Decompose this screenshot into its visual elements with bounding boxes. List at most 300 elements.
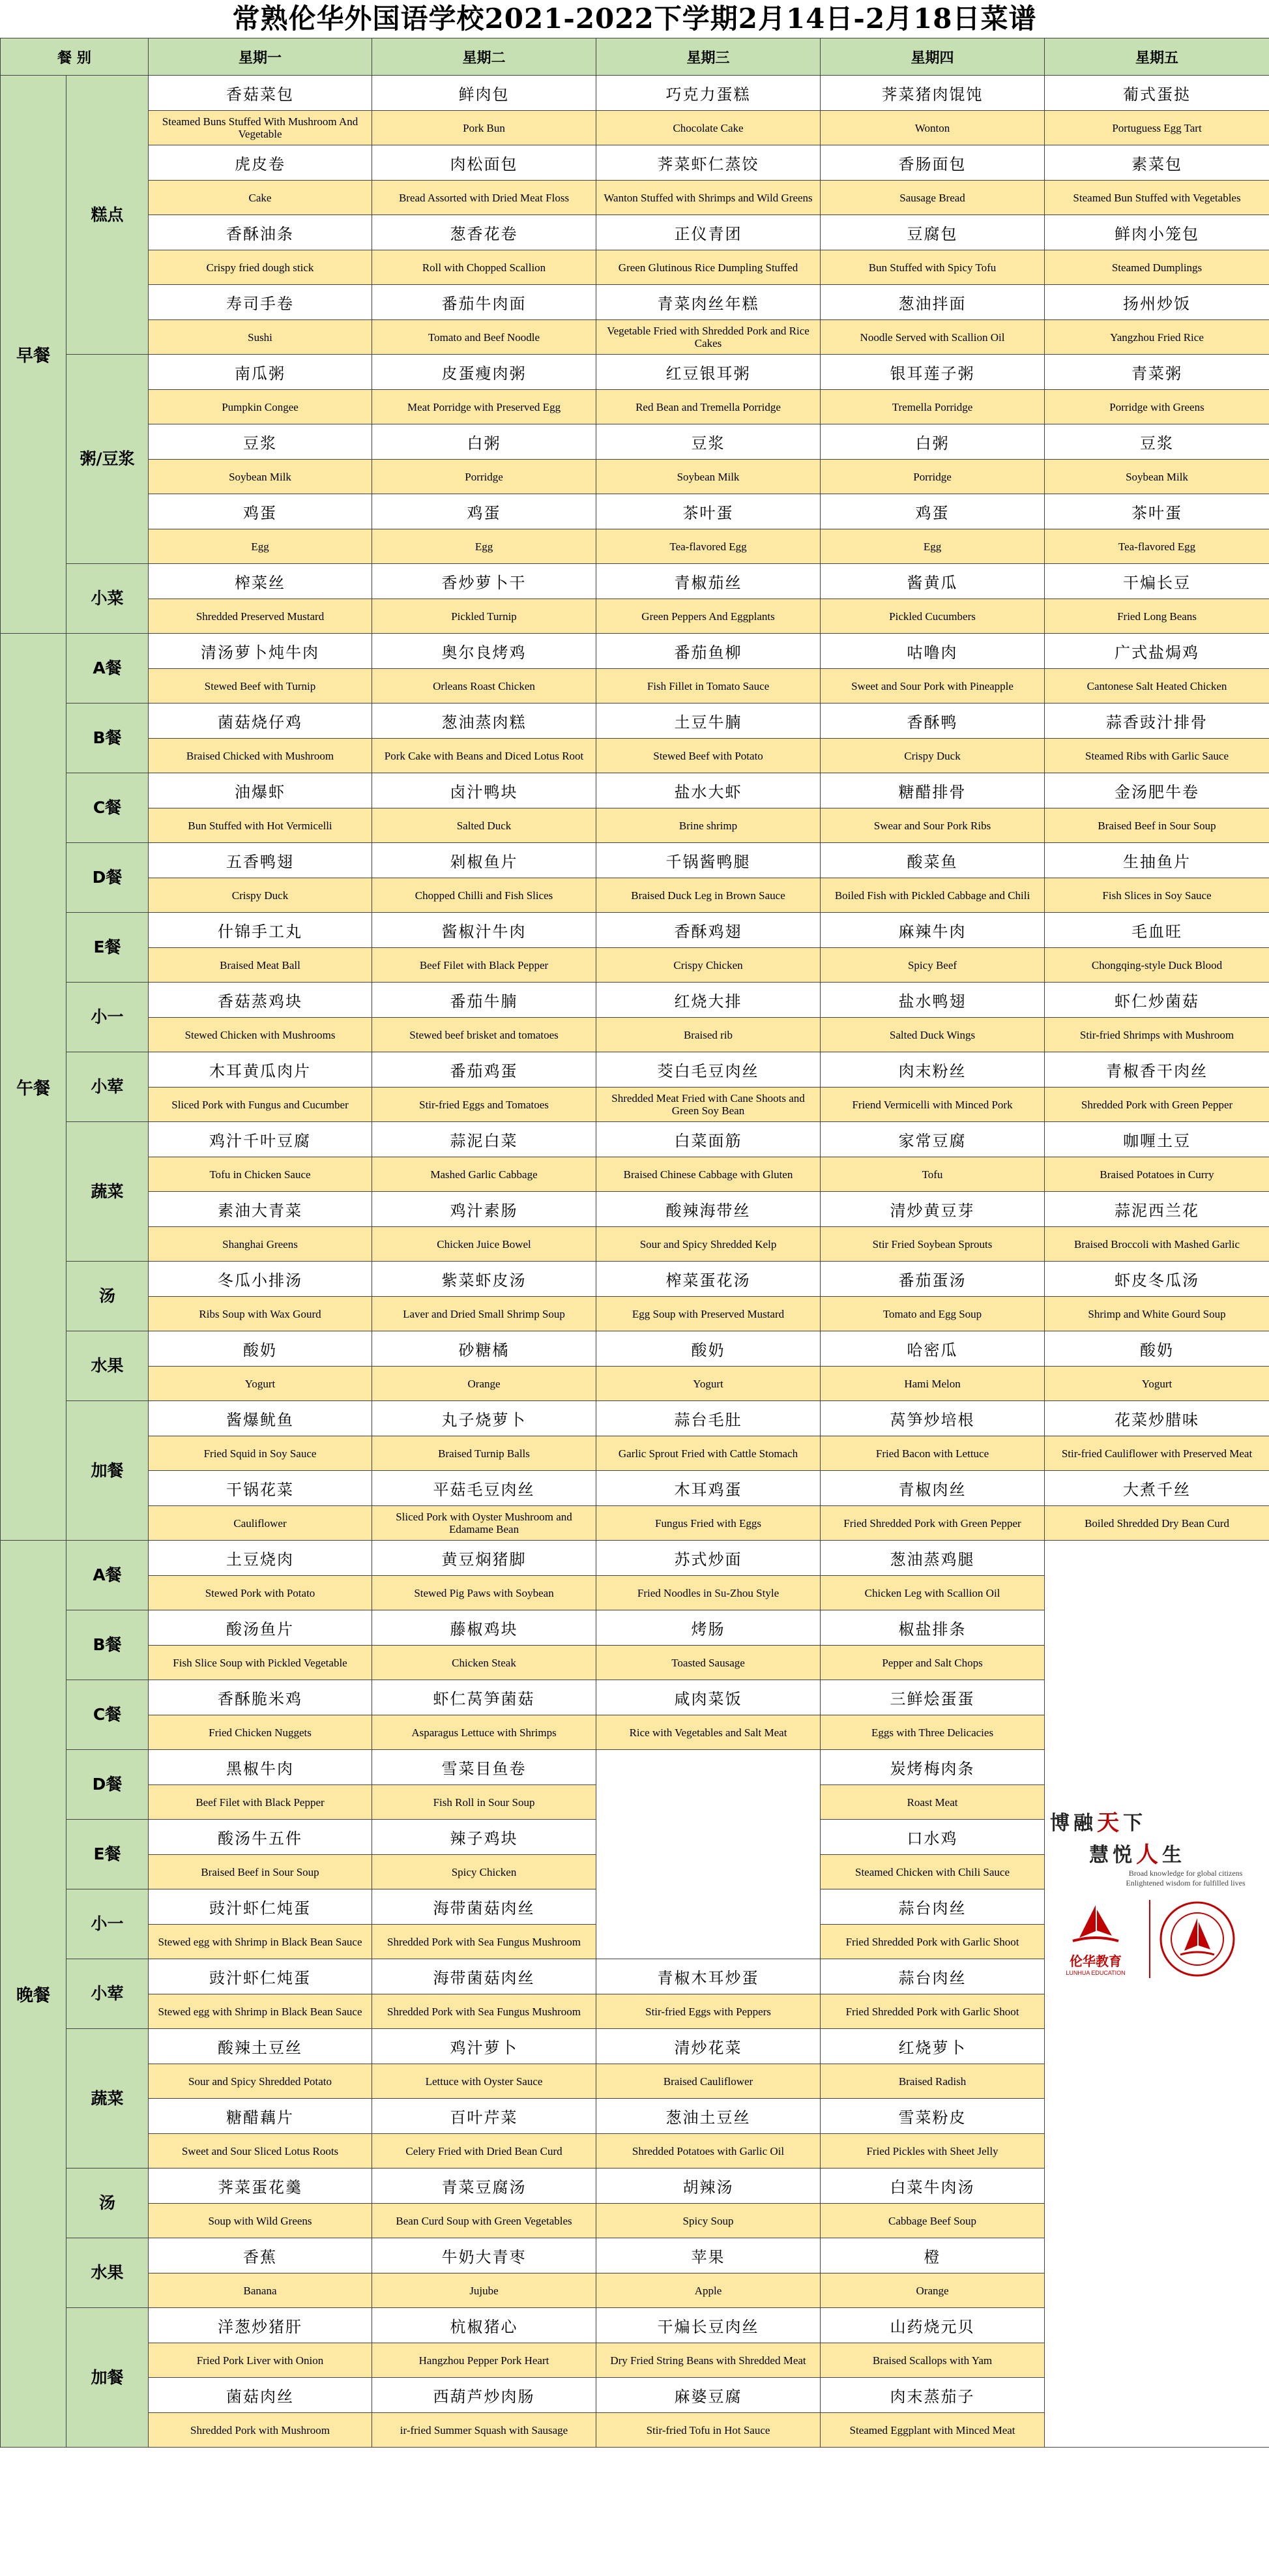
dish-en-day-5: Shrimp and White Gourd Soup	[1045, 1297, 1269, 1331]
dish-zh-day-1: 冬瓜小排汤	[149, 1262, 372, 1297]
dish-zh-day-1: 豉汁虾仁炖蛋	[149, 1889, 372, 1925]
dish-zh-day-5: 青菜粥	[1045, 355, 1269, 390]
dish-en-day-2: Asparagus Lettuce with Shrimps	[372, 1715, 596, 1750]
dish-en-day-1: Stewed Beef with Turnip	[149, 669, 372, 703]
dish-zh-day-2: 藤椒鸡块	[372, 1610, 596, 1646]
menu-row-zh	[1, 773, 1269, 808]
dish-en-day-1: Soup with Wild Greens	[149, 2204, 372, 2238]
dish-zh-day-2: 百叶芹菜	[372, 2099, 596, 2134]
dish-en-day-3: Egg Soup with Preserved Mustard	[596, 1297, 821, 1331]
dish-zh-day-3: 红豆银耳粥	[596, 355, 821, 390]
menu-row-en	[1, 808, 1269, 843]
dish-zh-day-4: 酸菜鱼	[821, 843, 1045, 878]
dish-zh-day-5: 毛血旺	[1045, 913, 1269, 948]
dish-en-day-2: Beef Filet with Black Pepper	[372, 948, 596, 983]
dish-zh-day-4: 白菜牛肉汤	[821, 2169, 1045, 2204]
dish-zh-day-4: 荠菜猪肉馄饨	[821, 76, 1045, 111]
dish-en-day-3: Braised rib	[596, 1018, 821, 1052]
dish-en-day-1: Steamed Buns Stuffed With Mushroom And Vegetable	[149, 111, 372, 145]
dish-en-day-3: Braised Chinese Cabbage with Gluten	[596, 1157, 821, 1192]
dish-en-day-5: Braised Beef in Sour Soup	[1045, 808, 1269, 843]
dish-zh-day-1: 木耳黄瓜肉片	[149, 1052, 372, 1088]
dish-zh-day-1: 清汤萝卜炖牛肉	[149, 634, 372, 669]
dish-en-day-4: Fried Shredded Pork with Garlic Shoot	[821, 1925, 1045, 1959]
dish-en-day-2: Mashed Garlic Cabbage	[372, 1157, 596, 1192]
dish-zh-day-4: 橙	[821, 2238, 1045, 2273]
dish-zh-day-4: 哈密瓜	[821, 1331, 1045, 1367]
dish-zh-day-1: 鸡汁千叶豆腐	[149, 1122, 372, 1157]
dish-en-day-1: Yogurt	[149, 1367, 372, 1401]
dish-zh-day-2: 青菜豆腐汤	[372, 2169, 596, 2204]
dish-en-day-3: Stewed Beef with Potato	[596, 739, 821, 773]
dish-zh-day-3: 茭白毛豆肉丝	[596, 1052, 821, 1088]
dish-zh-day-3: 青菜肉丝年糕	[596, 285, 821, 320]
dish-en-day-4: Wonton	[821, 111, 1045, 145]
menu-row-en	[1, 390, 1269, 424]
dish-en-day-3: Spicy Soup	[596, 2204, 821, 2238]
dish-en-day-3: Chocolate Cake	[596, 111, 821, 145]
dish-en-day-2: Pork Bun	[372, 111, 596, 145]
category-label: 蔬菜	[66, 1122, 149, 1262]
dish-zh-day-5: 干煸长豆	[1045, 564, 1269, 599]
menu-row-zh	[1, 1122, 1269, 1157]
menu-row-zh	[1, 983, 1269, 1018]
branding-cell	[1045, 1541, 1269, 2448]
dish-zh-day-1: 豆浆	[149, 424, 372, 460]
dish-zh-day-4: 三鲜烩蛋蛋	[821, 1680, 1045, 1715]
menu-row-zh	[1, 1262, 1269, 1297]
dish-en-day-1: Sliced Pork with Fungus and Cucumber	[149, 1088, 372, 1122]
category-label: 小菜	[66, 564, 149, 634]
dish-en-day-3: Sour and Spicy Shredded Kelp	[596, 1227, 821, 1262]
dish-en-day-5: Chongqing-style Duck Blood	[1045, 948, 1269, 983]
dish-en-day-1: Shredded Preserved Mustard	[149, 599, 372, 634]
motto-char: 悦	[1113, 1843, 1133, 1867]
brand-row	[1050, 1900, 1265, 1978]
dish-zh-day-1: 荠菜蛋花羹	[149, 2169, 372, 2204]
category-label: E餐	[66, 913, 149, 983]
dish-zh-day-2: 蒜泥白菜	[372, 1122, 596, 1157]
dish-zh-day-1: 榨菜丝	[149, 564, 372, 599]
category-label: 小荤	[66, 1959, 149, 2029]
dish-zh-day-5: 广式盐焗鸡	[1045, 634, 1269, 669]
dish-zh-day-3: 青椒木耳炒蛋	[596, 1959, 821, 1994]
dish-en-day-2: Pickled Turnip	[372, 599, 596, 634]
menu-row-zh	[1, 494, 1269, 529]
header-day-2: 星期二	[372, 38, 596, 76]
dish-en-day-4: Orange	[821, 2273, 1045, 2308]
menu-row-en	[1, 1088, 1269, 1122]
dish-en-day-2: Meat Porridge with Preserved Egg	[372, 390, 596, 424]
dish-en-day-2: Fish Roll in Sour Soup	[372, 1785, 596, 1820]
dish-en-day-2: Chopped Chilli and Fish Slices	[372, 878, 596, 913]
dish-zh-day-1: 酸辣土豆丝	[149, 2029, 372, 2064]
dish-en-day-2: Stir-fried Eggs and Tomatoes	[372, 1088, 596, 1122]
dish-zh-day-4: 葱油拌面	[821, 285, 1045, 320]
dish-en-day-1: Ribs Soup with Wax Gourd	[149, 1297, 372, 1331]
dish-en-day-4: Cabbage Beef Soup	[821, 2204, 1045, 2238]
dish-zh-day-1: 豉汁虾仁炖蛋	[149, 1959, 372, 1994]
dish-en-day-2: Jujube	[372, 2273, 596, 2308]
dish-zh-day-1: 糖醋藕片	[149, 2099, 372, 2134]
dish-en-day-3: Green Peppers And Eggplants	[596, 599, 821, 634]
menu-row-en	[1, 1436, 1269, 1471]
dish-en-day-4: Steamed Chicken with Chili Sauce	[821, 1855, 1045, 1889]
dish-zh-day-4: 麻辣牛肉	[821, 913, 1045, 948]
dish-zh-day-5: 生抽鱼片	[1045, 843, 1269, 878]
dish-en-day-4: Braised Scallops with Yam	[821, 2343, 1045, 2378]
dish-zh-day-3: 苹果	[596, 2238, 821, 2273]
category-label: A餐	[66, 1541, 149, 1610]
dish-en-day-4: Hami Melon	[821, 1367, 1045, 1401]
dish-zh-day-4: 葱油蒸鸡腿	[821, 1541, 1045, 1576]
category-label: B餐	[66, 1610, 149, 1680]
dish-zh-day-1: 五香鸭翅	[149, 843, 372, 878]
menu-row-zh	[1, 145, 1269, 181]
dish-en-day-1: Bun Stuffed with Hot Vermicelli	[149, 808, 372, 843]
dish-zh-day-3: 葱油土豆丝	[596, 2099, 821, 2134]
menu-row-en	[1, 320, 1269, 355]
dinner-meal-label: 晚餐	[1, 1541, 66, 2448]
menu-row-zh	[1, 634, 1269, 669]
dish-zh-day-2: 虾仁莴笋菌菇	[372, 1680, 596, 1715]
menu-row-zh	[1, 703, 1269, 739]
dish-en-day-2: Chicken Juice Bowel	[372, 1227, 596, 1262]
dish-zh-day-3: 胡辣汤	[596, 2169, 821, 2204]
dish-zh-day-4: 肉末蒸茄子	[821, 2378, 1045, 2413]
lunch-meal-label: 午餐	[1, 634, 66, 1541]
dish-en-day-4: Fried Shredded Pork with Green Pepper	[821, 1506, 1045, 1541]
dish-zh-day-3: 白菜面筋	[596, 1122, 821, 1157]
dish-zh-day-3: 木耳鸡蛋	[596, 1471, 821, 1506]
dish-en-day-4: Friend Vermicelli with Minced Pork	[821, 1088, 1045, 1122]
menu-row-zh	[1, 285, 1269, 320]
dish-en-day-5: Soybean Milk	[1045, 460, 1269, 494]
dish-zh-day-3: 盐水大虾	[596, 773, 821, 808]
dish-en-day-1: Beef Filet with Black Pepper	[149, 1785, 372, 1820]
dish-en-day-1: Braised Chicked with Mushroom	[149, 739, 372, 773]
dish-zh-day-2: 香炒萝卜干	[372, 564, 596, 599]
dish-en-day-4: Steamed Eggplant with Minced Meat	[821, 2413, 1045, 2448]
motto-line-2	[1089, 1837, 1265, 1869]
dish-en-day-1: Fried Chicken Nuggets	[149, 1715, 372, 1750]
dish-en-day-1: Shanghai Greens	[149, 1227, 372, 1262]
dish-en-day-1: Soybean Milk	[149, 460, 372, 494]
dish-zh-day-4: 青椒肉丝	[821, 1471, 1045, 1506]
dish-zh-day-4: 山药烧元贝	[821, 2308, 1045, 2343]
dish-zh-day-1: 寿司手卷	[149, 285, 372, 320]
dish-zh-day-1: 酸汤鱼片	[149, 1610, 372, 1646]
menu-row-en	[1, 1157, 1269, 1192]
dish-en-day-5: Fish Slices in Soy Sauce	[1045, 878, 1269, 913]
dish-zh-day-4: 雪菜粉皮	[821, 2099, 1045, 2134]
dish-zh-day-3: 咸肉菜饭	[596, 1680, 821, 1715]
dish-en-day-1: Shredded Pork with Mushroom	[149, 2413, 372, 2448]
dish-zh-day-1: 酸奶	[149, 1331, 372, 1367]
dish-en-day-1: Fried Squid in Soy Sauce	[149, 1436, 372, 1471]
dish-en-day-4: Noodle Served with Scallion Oil	[821, 320, 1045, 355]
dish-en-day-1: Crispy fried dough stick	[149, 250, 372, 285]
dish-en-day-5: Yogurt	[1045, 1367, 1269, 1401]
dish-zh-day-5: 虾仁炒菌菇	[1045, 983, 1269, 1018]
dish-zh-day-4: 清炒黄豆芽	[821, 1192, 1045, 1227]
category-label: 汤	[66, 1262, 149, 1331]
dish-en-day-3: Stir-fried Tofu in Hot Sauce	[596, 2413, 821, 2448]
dish-zh-day-3: 青椒茄丝	[596, 564, 821, 599]
header-day-3: 星期三	[596, 38, 821, 76]
dish-en-day-3: Red Bean and Tremella Porridge	[596, 390, 821, 424]
dish-en-day-4: Bun Stuffed with Spicy Tofu	[821, 250, 1045, 285]
dish-zh-day-4: 酱黄瓜	[821, 564, 1045, 599]
menu-row-en	[1, 1227, 1269, 1262]
dish-zh-day-2: 杭椒猪心	[372, 2308, 596, 2343]
dish-en-day-1: Cake	[149, 181, 372, 215]
dish-en-day-4: Stir Fried Soybean Sprouts	[821, 1227, 1045, 1262]
dish-en-day-3: Shredded Potatoes with Garlic Oil	[596, 2134, 821, 2169]
dish-zh-day-3: 酸奶	[596, 1331, 821, 1367]
menu-row-en	[1, 1018, 1269, 1052]
dish-zh-day-3: 酸辣海带丝	[596, 1192, 821, 1227]
dish-en-day-4: Boiled Fish with Pickled Cabbage and Chili	[821, 878, 1045, 913]
dish-en-day-2: Chicken Steak	[372, 1646, 596, 1680]
dish-en-day-3: Crispy Chicken	[596, 948, 821, 983]
dish-en-day-2: Roll with Chopped Scallion	[372, 250, 596, 285]
dish-en-day-3: Tea-flavored Egg	[596, 529, 821, 564]
dish-en-day-5: Steamed Bun Stuffed with Vegetables	[1045, 181, 1269, 215]
dish-zh-day-2: 奥尔良烤鸡	[372, 634, 596, 669]
category-label: 加餐	[66, 2308, 149, 2448]
dish-en-day-4: Braised Radish	[821, 2064, 1045, 2099]
dish-en-day-2: Lettuce with Oyster Sauce	[372, 2064, 596, 2099]
motto-line	[1050, 1805, 1265, 1837]
dish-en-day-3: Wanton Stuffed with Shrimps and Wild Greens	[596, 181, 821, 215]
menu-row-zh	[1, 1541, 1269, 1576]
motto-char: 下	[1123, 1811, 1143, 1835]
dish-zh-day-3: 荠菜虾仁蒸饺	[596, 145, 821, 181]
dish-en-day-2: Bean Curd Soup with Green Vegetables	[372, 2204, 596, 2238]
dish-zh-day-1: 土豆烧肉	[149, 1541, 372, 1576]
dish-zh-day-5: 花菜炒腊味	[1045, 1401, 1269, 1436]
dish-en-day-2: Laver and Dried Small Shrimp Soup	[372, 1297, 596, 1331]
category-label: 加餐	[66, 1401, 149, 1541]
dish-en-day-5: Stir-fried Shrimps with Mushroom	[1045, 1018, 1269, 1052]
dish-zh-day-2: 肉松面包	[372, 145, 596, 181]
dish-zh-day-2: 鸡蛋	[372, 494, 596, 529]
menu-row-en	[1, 250, 1269, 285]
dish-zh-day-1: 什锦手工丸	[149, 913, 372, 948]
dish-zh-day-2: 平菇毛豆肉丝	[372, 1471, 596, 1506]
dish-zh-day-2: 西葫芦炒肉肠	[372, 2378, 596, 2413]
dish-en-day-3: Braised Duck Leg in Brown Sauce	[596, 878, 821, 913]
blank-cell	[596, 1750, 821, 1959]
menu-table	[0, 38, 1269, 2448]
dish-zh-day-4: 香酥鸭	[821, 703, 1045, 739]
menu-row-zh	[1, 424, 1269, 460]
dish-en-day-5: Portuguess Egg Tart	[1045, 111, 1269, 145]
dish-en-day-2: Orleans Roast Chicken	[372, 669, 596, 703]
motto-english-2: Enlightened wisdom for fulfilled lives	[1126, 1878, 1246, 1888]
dish-en-day-1: Sweet and Sour Sliced Lotus Roots	[149, 2134, 372, 2169]
dish-en-day-2: Shredded Pork with Sea Fungus Mushroom	[372, 1925, 596, 1959]
dish-en-day-1: Crispy Duck	[149, 878, 372, 913]
menu-row-zh	[1, 355, 1269, 390]
menu-row-zh	[1, 215, 1269, 250]
dish-en-day-3: Apple	[596, 2273, 821, 2308]
dish-en-day-1: Stewed Pork with Potato	[149, 1576, 372, 1610]
dish-en-day-2: Egg	[372, 529, 596, 564]
school-seal-icon	[1158, 1900, 1236, 1978]
motto-char: 慧	[1089, 1843, 1109, 1867]
dish-en-day-4: Salted Duck Wings	[821, 1018, 1045, 1052]
dish-zh-day-1: 干锅花菜	[149, 1471, 372, 1506]
dish-en-day-5: Fried Long Beans	[1045, 599, 1269, 634]
dish-en-day-1: Cauliflower	[149, 1506, 372, 1541]
dish-zh-day-2: 鸡汁萝卜	[372, 2029, 596, 2064]
dish-zh-day-3: 土豆牛腩	[596, 703, 821, 739]
menu-row-zh	[1, 843, 1269, 878]
category-label: 糕点	[66, 76, 149, 355]
dish-en-day-3: Stir-fried Eggs with Peppers	[596, 1994, 821, 2029]
brand-left	[1050, 1902, 1141, 1976]
dish-en-day-5: Cantonese Salt Heated Chicken	[1045, 669, 1269, 703]
category-label: 蔬菜	[66, 2029, 149, 2169]
dish-en-day-4: Pepper and Salt Chops	[821, 1646, 1045, 1680]
motto-char: 天	[1097, 1810, 1120, 1836]
dish-zh-day-3: 香酥鸡翅	[596, 913, 821, 948]
dish-en-day-2: Orange	[372, 1367, 596, 1401]
dish-zh-day-2: 紫菜虾皮汤	[372, 1262, 596, 1297]
dish-en-day-4: Pickled Cucumbers	[821, 599, 1045, 634]
menu-row-en	[1, 948, 1269, 983]
dish-en-day-2: Hangzhou Pepper Pork Heart	[372, 2343, 596, 2378]
dish-zh-day-4: 肉末粉丝	[821, 1052, 1045, 1088]
dish-zh-day-4: 蒜台肉丝	[821, 1959, 1045, 1994]
dish-zh-day-3: 巧克力蛋糕	[596, 76, 821, 111]
dish-en-day-2: Porridge	[372, 460, 596, 494]
dish-en-day-4: Tofu	[821, 1157, 1045, 1192]
menu-row-en	[1, 460, 1269, 494]
dish-zh-day-3: 番茄鱼柳	[596, 634, 821, 669]
dish-zh-day-3: 清炒花菜	[596, 2029, 821, 2064]
dish-en-day-2: Stewed Pig Paws with Soybean	[372, 1576, 596, 1610]
dish-zh-day-1: 香菇菜包	[149, 76, 372, 111]
dish-en-day-4: Swear and Sour Pork Ribs	[821, 808, 1045, 843]
dish-en-day-2: Bread Assorted with Dried Meat Floss	[372, 181, 596, 215]
dish-zh-day-5: 酸奶	[1045, 1331, 1269, 1367]
menu-row-zh	[1, 1401, 1269, 1436]
dish-en-day-4: Egg	[821, 529, 1045, 564]
dish-zh-day-5: 鲜肉小笼包	[1045, 215, 1269, 250]
dish-zh-day-1: 黑椒牛肉	[149, 1750, 372, 1785]
category-label: 水果	[66, 2238, 149, 2308]
motto-char: 生	[1162, 1843, 1182, 1867]
dish-zh-day-2: 番茄鸡蛋	[372, 1052, 596, 1088]
dish-zh-day-4: 鸡蛋	[821, 494, 1045, 529]
dish-en-day-1: Egg	[149, 529, 372, 564]
dish-en-day-4: Fried Bacon with Lettuce	[821, 1436, 1045, 1471]
menu-row-en	[1, 1367, 1269, 1401]
dish-en-day-2: Braised Turnip Balls	[372, 1436, 596, 1471]
dish-en-day-1: Stewed Chicken with Mushrooms	[149, 1018, 372, 1052]
dish-en-day-3: Brine shrimp	[596, 808, 821, 843]
dish-zh-day-5: 金汤肥牛卷	[1045, 773, 1269, 808]
dish-zh-day-1: 酸汤牛五件	[149, 1820, 372, 1855]
dish-zh-day-1: 菌菇肉丝	[149, 2378, 372, 2413]
dish-en-day-4: Fried Shredded Pork with Garlic Shoot	[821, 1994, 1045, 2029]
dish-en-day-2: Stewed beef brisket and tomatoes	[372, 1018, 596, 1052]
dish-zh-day-1: 洋葱炒猪肝	[149, 2308, 372, 2343]
dish-zh-day-4: 豆腐包	[821, 215, 1045, 250]
dish-en-day-2: ir-fried Summer Squash with Sausage	[372, 2413, 596, 2448]
dish-en-day-3: Green Glutinous Rice Dumpling Stuffed	[596, 250, 821, 285]
menu-row-zh	[1, 1052, 1269, 1088]
dish-zh-day-4: 炭烤梅肉条	[821, 1750, 1045, 1785]
dish-zh-day-2: 酱椒汁牛肉	[372, 913, 596, 948]
menu-row-zh	[1, 1331, 1269, 1367]
dish-zh-day-2: 白粥	[372, 424, 596, 460]
dish-zh-day-1: 鸡蛋	[149, 494, 372, 529]
dish-zh-day-4: 咕噜肉	[821, 634, 1045, 669]
dish-zh-day-1: 香酥脆米鸡	[149, 1680, 372, 1715]
dish-en-day-2: Celery Fried with Dried Bean Curd	[372, 2134, 596, 2169]
category-label: D餐	[66, 1750, 149, 1820]
sail-logo-icon	[1066, 1902, 1125, 1947]
dish-en-day-1: Sushi	[149, 320, 372, 355]
dish-en-day-3: Rice with Vegetables and Salt Meat	[596, 1715, 821, 1750]
page-title: 常熟伦华外国语学校2021-2022下学期2月14日-2月18日菜谱	[232, 3, 1037, 35]
dish-en-day-4: Chicken Leg with Scallion Oil	[821, 1576, 1045, 1610]
dish-en-day-3: Vegetable Fried with Shredded Pork and Rice Cakes	[596, 320, 821, 355]
dish-zh-day-2: 鸡汁素肠	[372, 1192, 596, 1227]
dish-zh-day-1: 香酥油条	[149, 215, 372, 250]
dish-en-day-2: Tomato and Beef Noodle	[372, 320, 596, 355]
dish-zh-day-3: 豆浆	[596, 424, 821, 460]
category-label: A餐	[66, 634, 149, 703]
brand-separator	[1149, 1900, 1150, 1978]
dish-en-day-2: Spicy Chicken	[372, 1855, 596, 1889]
dish-zh-day-3: 麻婆豆腐	[596, 2378, 821, 2413]
dish-en-day-5: Stir-fried Cauliflower with Preserved Meat	[1045, 1436, 1269, 1471]
dish-en-day-1: Tofu in Chicken Sauce	[149, 1157, 372, 1192]
dish-zh-day-3: 干煸长豆肉丝	[596, 2308, 821, 2343]
category-label: B餐	[66, 703, 149, 773]
dish-zh-day-5: 扬州炒饭	[1045, 285, 1269, 320]
category-label: 小荤	[66, 1052, 149, 1122]
dish-en-day-5: Yangzhou Fried Rice	[1045, 320, 1269, 355]
header-day-1: 星期一	[149, 38, 372, 76]
menu-row-en	[1, 878, 1269, 913]
category-label: C餐	[66, 773, 149, 843]
dish-zh-day-4: 香肠面包	[821, 145, 1045, 181]
menu-row-en	[1, 111, 1269, 145]
dish-zh-day-3: 榨菜蛋花汤	[596, 1262, 821, 1297]
motto-english-1: Broad knowledge for global citizens	[1128, 1869, 1243, 1878]
dish-zh-day-5: 青椒香干肉丝	[1045, 1052, 1269, 1088]
dish-en-day-1: Braised Meat Ball	[149, 948, 372, 983]
dish-en-day-3: Fish Fillet in Tomato Sauce	[596, 669, 821, 703]
dish-zh-day-3: 蒜台毛肚	[596, 1401, 821, 1436]
header-category: 餐 别	[1, 38, 149, 76]
motto-char: 融	[1073, 1811, 1094, 1835]
dish-en-day-3: Garlic Sprout Fried with Cattle Stomach	[596, 1436, 821, 1471]
dish-en-day-3: Shredded Meat Fried with Cane Shoots and Green Soy Bean	[596, 1088, 821, 1122]
dish-zh-day-4: 盐水鸭翅	[821, 983, 1045, 1018]
dish-zh-day-2: 葱油蒸肉糕	[372, 703, 596, 739]
dish-en-day-2: Pork Cake with Beans and Diced Lotus Root	[372, 739, 596, 773]
dish-en-day-3: Braised Cauliflower	[596, 2064, 821, 2099]
dish-zh-day-2: 皮蛋瘦肉粥	[372, 355, 596, 390]
dish-en-day-1: Fish Slice Soup with Pickled Vegetable	[149, 1646, 372, 1680]
